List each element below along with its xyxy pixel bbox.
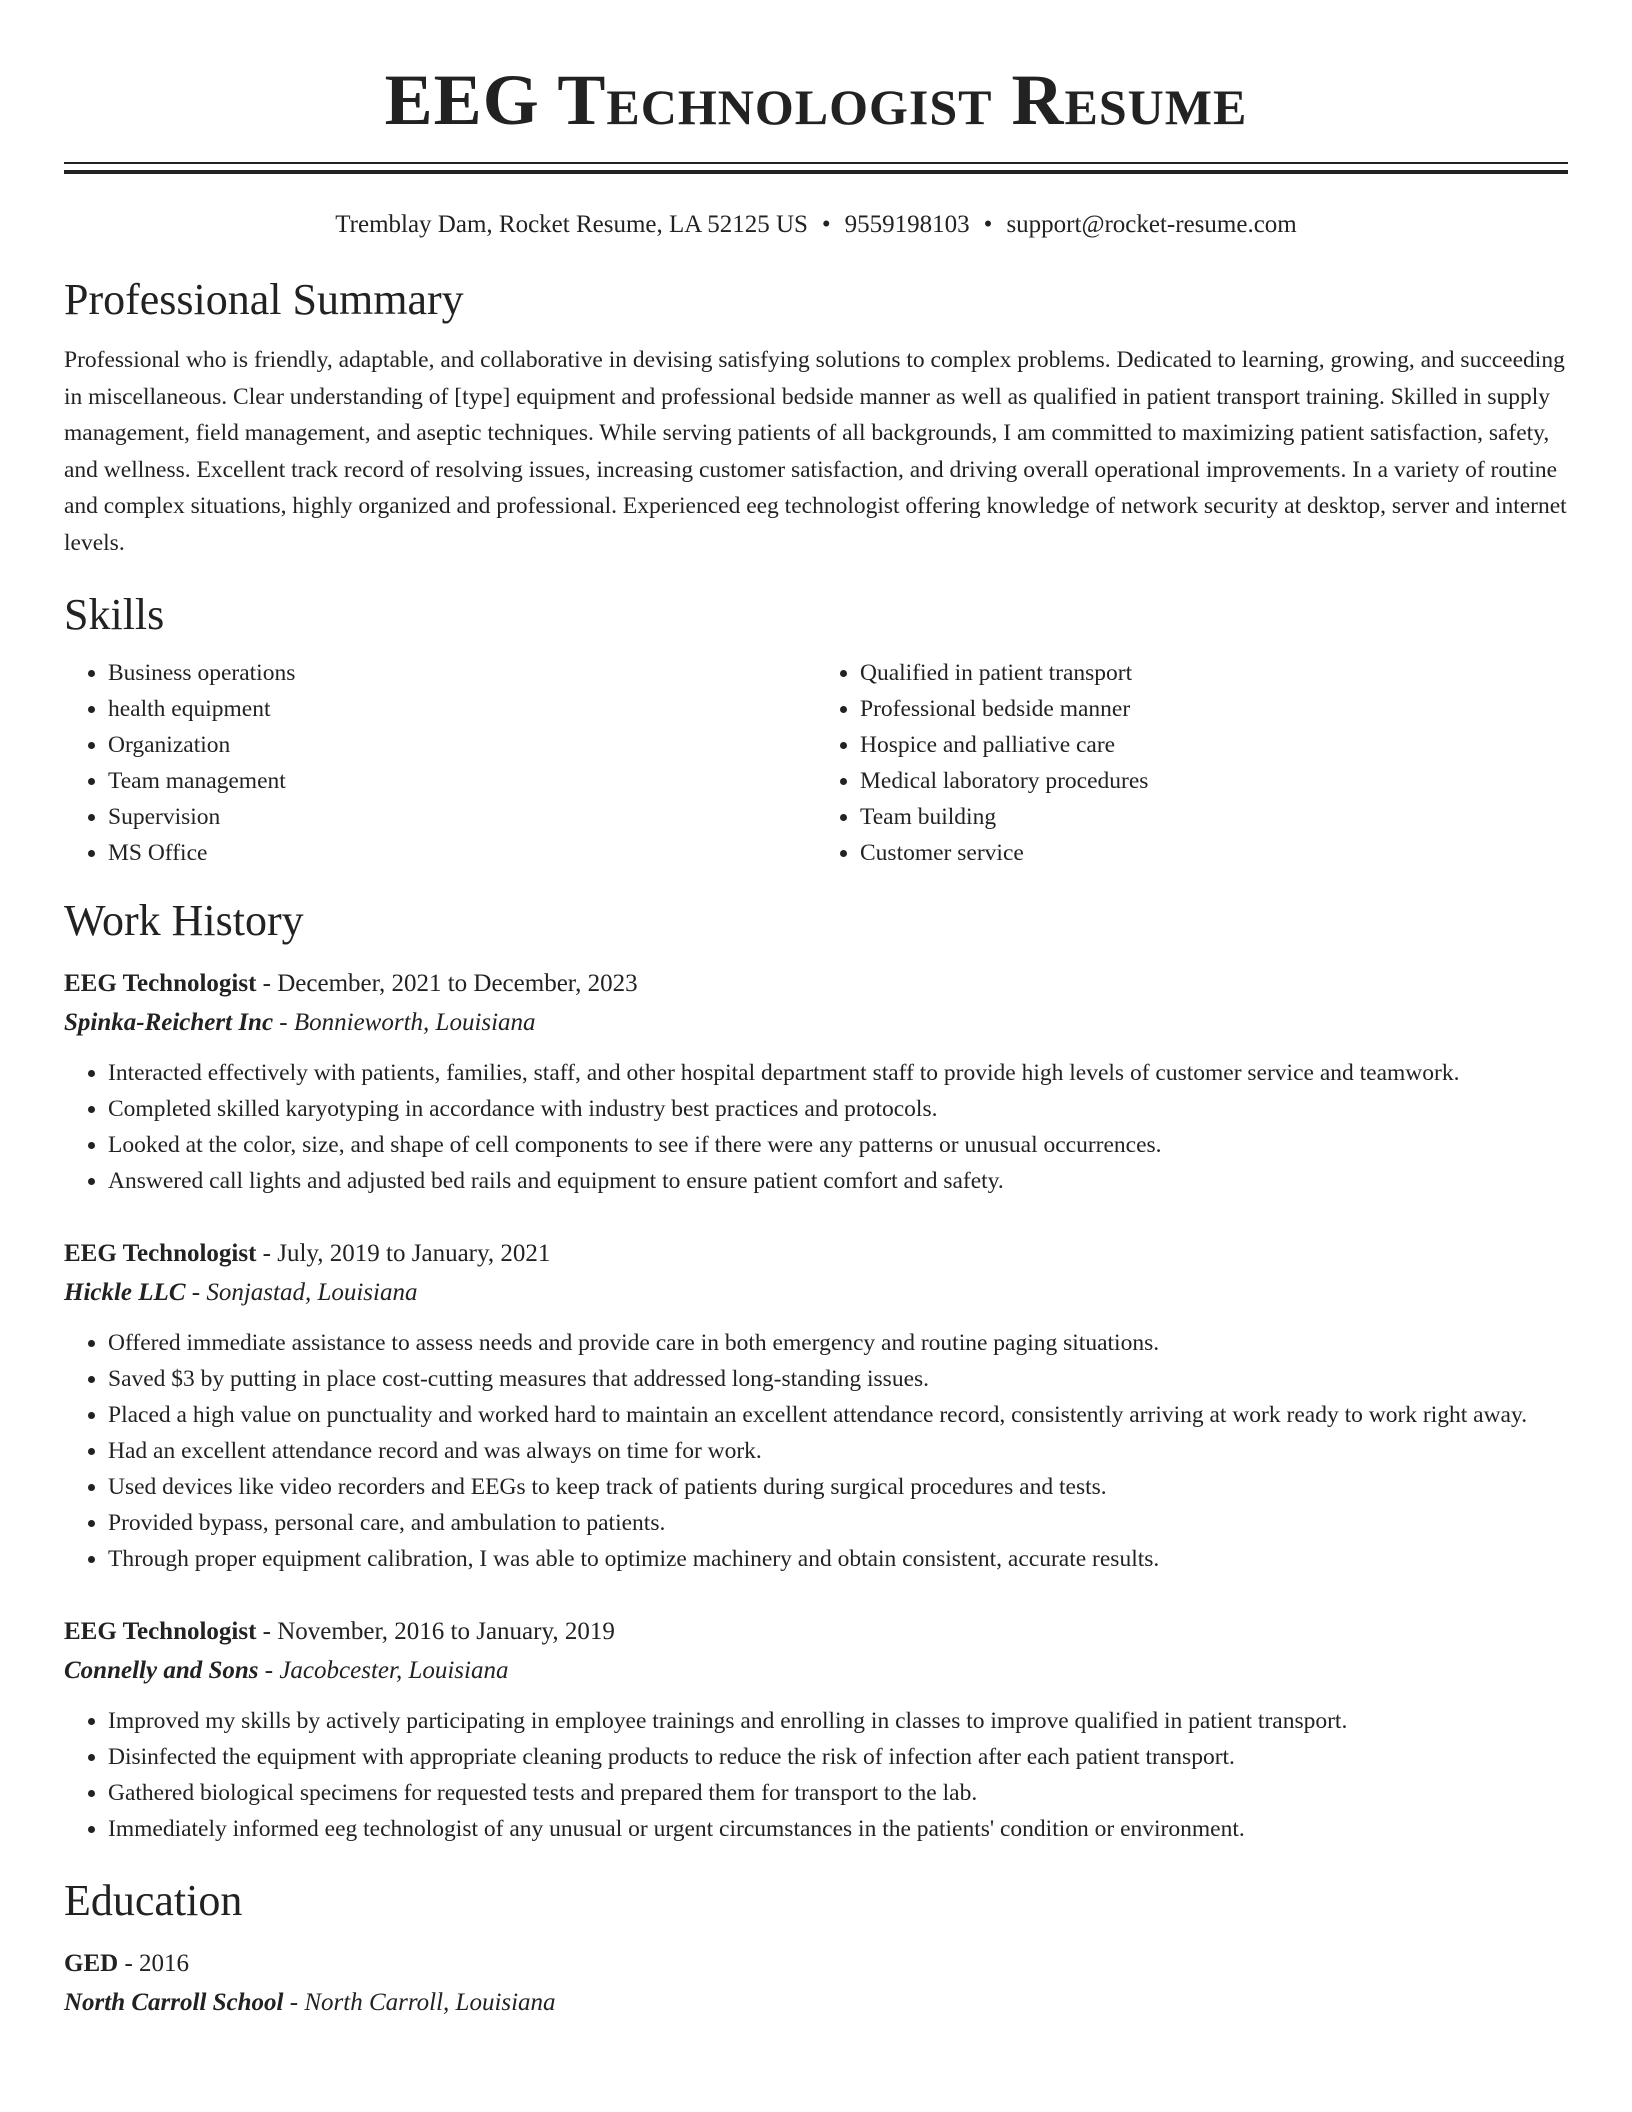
skill-item: • Organization <box>108 727 816 763</box>
contact-phone: 9559198103 <box>844 211 970 238</box>
summary-text: Professional who is friendly, adaptable, and collaborative in devising satisfying solutions to complex problems. Dedicated to learning, growing, and succeeding in miscellaneous. Clear understanding of [type] equipment and professional bedside manner as well as qualified in patient transport training. Skilled in supply management, field management, and aseptic techniques. While serving patients of all backgrounds, I am committed to maximizing patient satisfaction, safety, and wellness. Excellent track record of resolving issues, increasing customer satisfaction, and driving overall operational improvements. In a variety of routine and complex situations, highly organized and professional. Experienced eeg technologist offering knowledge of network security at desktop, server and internet levels. <box>64 347 1567 556</box>
job-entry <box>64 1613 1568 1847</box>
divider-thick-line <box>64 170 1568 174</box>
job-bullet: • Immediately informed eeg technologist of any unusual or urgent circumstances in the patients' condition or environment. <box>108 1811 1568 1847</box>
job-bullet: • Disinfected the equipment with appropriate cleaning products to reduce the risk of infection after each patient transport. <box>108 1739 1568 1775</box>
job-location: - Bonnieworth, Louisiana <box>273 1009 536 1036</box>
job-company: Hickle LLC <box>64 1279 186 1306</box>
education-heading: Education <box>64 1876 243 1925</box>
job-title: EEG Technologist <box>64 970 257 997</box>
job-company: Spinka-Reichert Inc <box>64 1009 274 1036</box>
summary-heading: Professional Summary <box>64 275 464 324</box>
job-company: Connelly and Sons <box>64 1657 259 1684</box>
education-location: - North Carroll, Louisiana <box>283 1989 556 2016</box>
work-history-section <box>64 893 1568 1847</box>
contact-separator: • <box>983 211 993 238</box>
skill-item: • Supervision <box>108 799 816 835</box>
job-bullet: • Had an excellent attendance record and was always on time for work. <box>108 1433 1568 1469</box>
job-bullets <box>64 1325 1568 1577</box>
education-school-line <box>64 1983 1568 2023</box>
job-entry <box>64 965 1568 1199</box>
title-divider <box>64 162 1568 174</box>
skill-item: • Business operations <box>108 655 816 691</box>
job-bullet: • Improved my skills by actively participating in employee trainings and enrolling in classes to improve qualified in patient transport. <box>108 1703 1568 1739</box>
job-bullet: • Saved $3 by putting in place cost-cutting measures that addressed long-standing issues. <box>108 1361 1568 1397</box>
skill-item: • MS Office <box>108 835 816 871</box>
skill-item: • Customer service <box>860 835 1568 871</box>
job-dates: - July, 2019 to January, 2021 <box>256 1240 551 1267</box>
job-bullet: • Provided bypass, personal care, and ambulation to patients. <box>108 1505 1568 1541</box>
skills-list-right <box>816 655 1568 871</box>
education-section <box>64 1873 1568 2023</box>
skills-columns <box>64 655 1568 871</box>
skill-item: • Hospice and palliative care <box>860 727 1568 763</box>
education-school: North Carroll School <box>64 1989 284 2016</box>
page-title: EEG Technologist Resume <box>384 60 1248 140</box>
contact-separator: • <box>821 211 831 238</box>
job-bullet: • Placed a high value on punctuality and worked hard to maintain an excellent attendance record, consistently arriving at work ready to work right away. <box>108 1397 1568 1433</box>
education-header <box>64 1945 1568 1983</box>
job-entry <box>64 1235 1568 1577</box>
divider-thin-line <box>64 162 1568 164</box>
job-bullet: • Gathered biological specimens for requested tests and prepared them for transport to the lab. <box>108 1775 1568 1811</box>
work-history-heading: Work History <box>64 896 304 945</box>
contact-address: Tremblay Dam, Rocket Resume, LA 52125 US <box>335 211 808 238</box>
job-header <box>64 1235 1568 1273</box>
job-header <box>64 1613 1568 1651</box>
job-employer <box>64 1651 1568 1691</box>
job-bullet: • Completed skilled karyotyping in accordance with industry best practices and protocols. <box>108 1091 1568 1127</box>
education-degree: GED <box>64 1950 119 1977</box>
contact-line <box>64 208 1568 242</box>
job-location: - Jacobcester, Louisiana <box>258 1657 509 1684</box>
job-dates: - November, 2016 to January, 2019 <box>256 1618 615 1645</box>
skill-item: • Professional bedside manner <box>860 691 1568 727</box>
skill-item: • Team management <box>108 763 816 799</box>
skills-heading: Skills <box>64 590 165 639</box>
skill-item: • health equipment <box>108 691 816 727</box>
job-location: - Sonjastad, Louisiana <box>185 1279 418 1306</box>
job-bullets <box>64 1703 1568 1847</box>
job-bullet: • Looked at the color, size, and shape of cell components to see if there were any patterns or unusual occurrences. <box>108 1127 1568 1163</box>
job-employer <box>64 1273 1568 1313</box>
job-header <box>64 965 1568 1003</box>
contact-email: support@rocket-resume.com <box>1006 211 1297 238</box>
job-bullet: • Interacted effectively with patients, families, staff, and other hospital department staff to provide high levels of customer service and teamwork. <box>108 1055 1568 1091</box>
job-bullets <box>64 1055 1568 1199</box>
skill-item: • Team building <box>860 799 1568 835</box>
summary-section <box>64 272 1568 561</box>
job-dates: - December, 2021 to December, 2023 <box>256 970 638 997</box>
job-bullet: • Offered immediate assistance to assess needs and provide care in both emergency and routine paging situations. <box>108 1325 1568 1361</box>
job-bullet: • Answered call lights and adjusted bed rails and equipment to ensure patient comfort and safety. <box>108 1163 1568 1199</box>
education-entry <box>64 1945 1568 2023</box>
skill-item: • Qualified in patient transport <box>860 655 1568 691</box>
skill-item: • Medical laboratory procedures <box>860 763 1568 799</box>
job-title: EEG Technologist <box>64 1618 257 1645</box>
education-year: - 2016 <box>118 1950 190 1977</box>
job-bullet: • Through proper equipment calibration, I was able to optimize machinery and obtain consistent, accurate results. <box>108 1541 1568 1577</box>
job-bullet: • Used devices like video recorders and EEGs to keep track of patients during surgical procedures and tests. <box>108 1469 1568 1505</box>
job-employer <box>64 1003 1568 1043</box>
skills-section <box>64 587 1568 871</box>
skills-list-left <box>64 655 816 871</box>
job-title: EEG Technologist <box>64 1240 257 1267</box>
